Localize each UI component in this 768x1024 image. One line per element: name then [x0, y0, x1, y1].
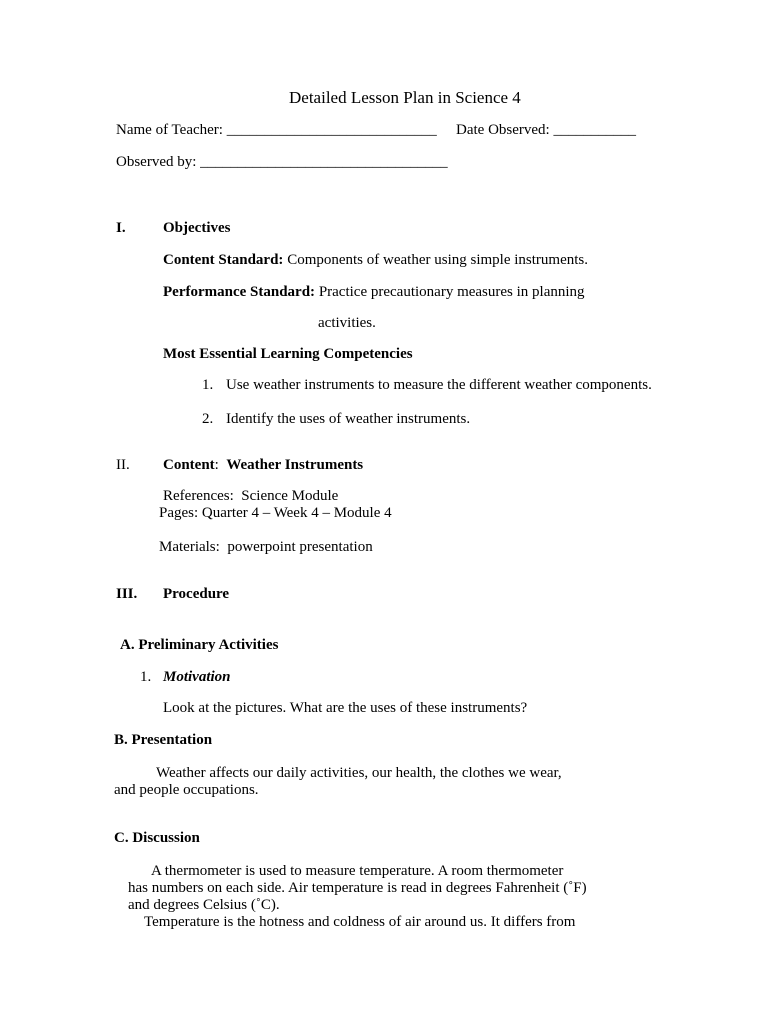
competency-1-text: Use weather instruments to measure the different weather components.: [226, 377, 652, 393]
presentation-heading: B. Presentation: [114, 732, 213, 748]
page-title: Detailed Lesson Plan in Science 4: [289, 88, 521, 107]
discussion-line-4: Temperature is the hotness and coldness of air around us. It differs from: [144, 914, 576, 930]
motivation-label: Motivation: [163, 669, 231, 685]
procedure-heading: Procedure: [163, 586, 230, 602]
teacher-name-line: Name of Teacher: ____________________________: [116, 122, 437, 138]
materials-line: Materials: powerpoint presentation: [159, 539, 373, 555]
section-3-numeral: III.: [116, 586, 138, 602]
competency-2-text: Identify the uses of weather instruments.: [226, 411, 471, 427]
content-heading-label: Content: [163, 457, 215, 473]
presentation-line-1: Weather affects our daily activities, our health, the clothes we wear,: [156, 765, 562, 781]
content-heading: [163, 458, 363, 473]
objectives-heading: Objectives: [163, 220, 231, 236]
content-standard-label: Content Standard:: [163, 252, 284, 268]
pages-line: Pages: Quarter 4 – Week 4 – Module 4: [159, 505, 392, 521]
performance-standard-text: Practice precautionary measures in planning: [315, 284, 585, 300]
observed-by-line: Observed by: _________________________________: [116, 154, 448, 170]
content-heading-sep: :: [214, 457, 227, 473]
content-heading-topic: Weather Instruments: [226, 457, 364, 473]
performance-standard-label: Performance Standard:: [163, 284, 316, 300]
melc-heading: Most Essential Learning Competencies: [163, 346, 413, 362]
competency-1-num: 1.: [202, 377, 214, 393]
content-standard-text: Components of weather using simple instruments.: [283, 252, 588, 268]
performance-standard: [163, 285, 585, 300]
presentation-line-2: and people occupations.: [114, 782, 259, 798]
competency-2-num: 2.: [202, 411, 214, 427]
content-standard: [163, 253, 588, 268]
preliminary-activities-heading: A. Preliminary Activities: [120, 637, 279, 653]
date-observed-line: Date Observed: ___________: [456, 122, 636, 138]
motivation-num: 1.: [140, 669, 152, 685]
references-line: References: Science Module: [163, 488, 339, 504]
discussion-line-3: and degrees Celsius (˚C).: [128, 897, 280, 913]
discussion-line-2: has numbers on each side. Air temperature is read in degrees Fahrenheit (˚F): [128, 880, 587, 896]
motivation-text: Look at the pictures. What are the uses of these instruments?: [163, 700, 528, 716]
discussion-heading: C. Discussion: [114, 830, 200, 846]
section-1-numeral: I.: [116, 220, 126, 236]
discussion-line-1: A thermometer is used to measure temperature. A room thermometer: [151, 863, 564, 879]
performance-standard-cont: activities.: [318, 315, 376, 331]
section-2-numeral: II.: [116, 457, 130, 473]
